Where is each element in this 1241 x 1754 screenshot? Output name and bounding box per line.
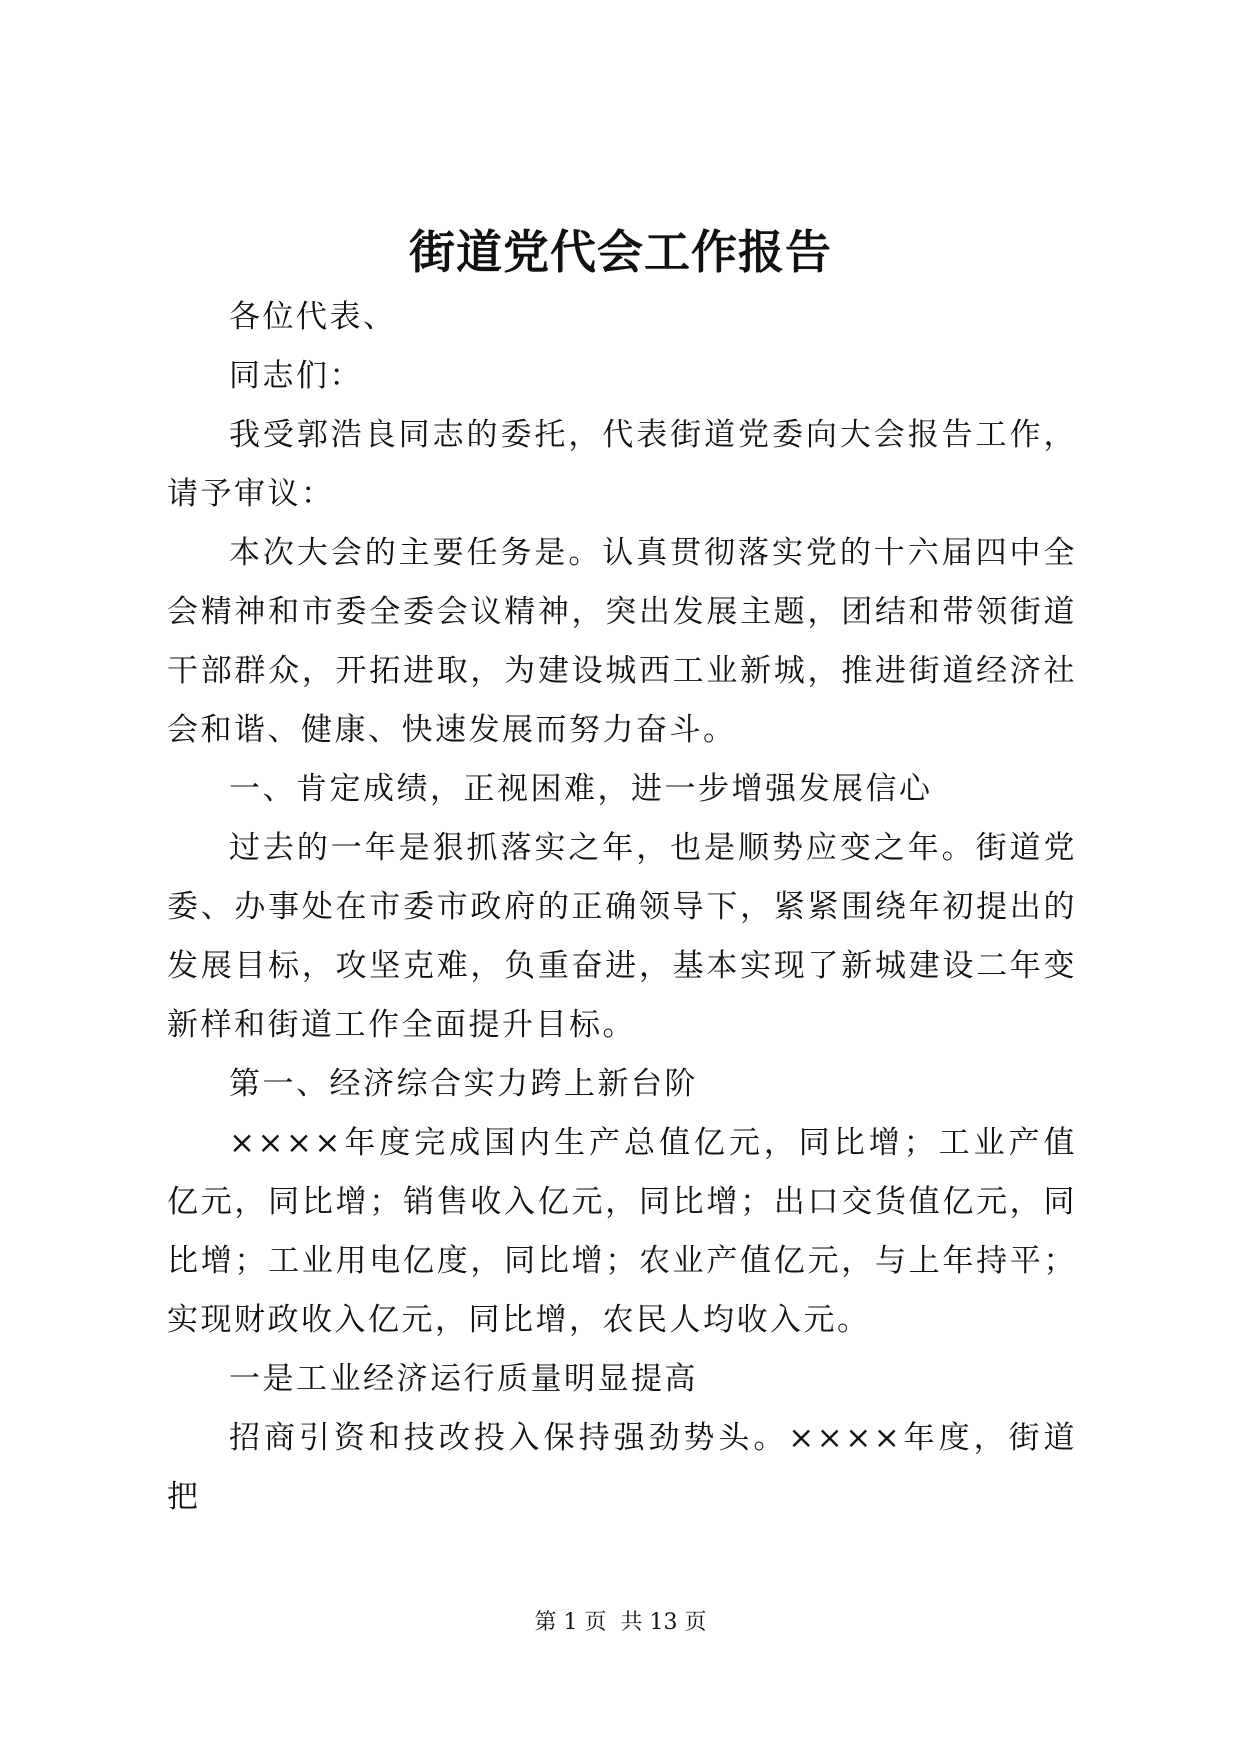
paragraph-economic-figures: ××××年度完成国内生产总值亿元，同比增；工业产值亿元，同比增；销售收入亿元，同比增；出口交货值亿元，同比增；工业用电亿度，同比增；农业产值亿元，与上年持平；实现财政收入亿元，同比增，农民人均收入元。	[167, 1125, 1077, 1338]
page-number-label: 第 1 页 共 13 页	[534, 1610, 707, 1635]
document-body	[167, 288, 1077, 1527]
paragraph-salutation-1: 各位代表、	[229, 299, 397, 335]
paragraph-main-task: 本次大会的主要任务是。认真贯彻落实党的十六届四中全会精神和市委全委会议精神，突出发展主题，团结和带领街道干部群众，开拓进取，为建设城西工业新城，推进街道经济社会和谐、健康、快速发展而努力奋斗。	[167, 535, 1077, 748]
page-footer	[0, 1608, 1241, 1638]
document-title: 街道党代会工作报告	[409, 225, 832, 279]
paragraph-past-year: 过去的一年是狠抓落实之年，也是顺势应变之年。街道党委、办事处在市委市政府的正确领导下，紧紧围绕年初提出的发展目标，攻坚克难，负重奋进，基本实现了新城建设二年变新样和街道工作全面提升目标。	[167, 830, 1077, 1043]
section-heading-1: 一、肯定成绩，正视困难，进一步增强发展信心	[229, 771, 933, 807]
paragraph-investment: 招商引资和技改投入保持强劲势头。××××年度，街道把	[167, 1420, 1077, 1515]
subsection-heading-1: 第一、经济综合实力跨上新台阶	[229, 1066, 698, 1102]
point-heading-1: 一是工业经济运行质量明显提高	[229, 1361, 698, 1397]
paragraph-intro: 我受郭浩良同志的委托，代表街道党委向大会报告工作，请予审议：	[167, 417, 1077, 512]
paragraph-salutation-2: 同志们：	[229, 358, 363, 394]
